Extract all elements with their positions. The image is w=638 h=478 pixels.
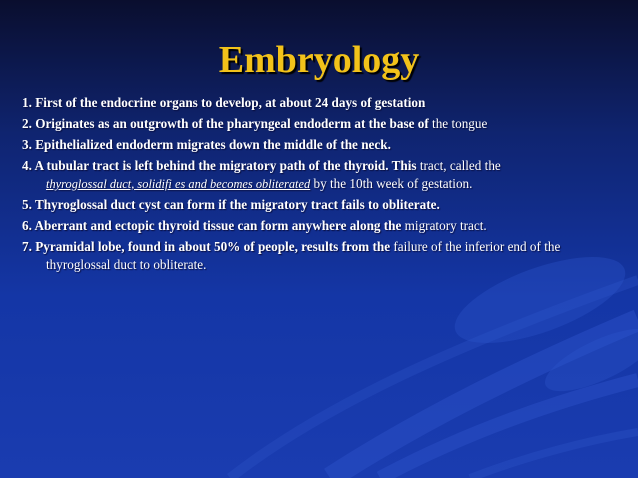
item-text-normal: the tongue (428, 116, 488, 131)
list-item (22, 196, 626, 214)
list-item (22, 157, 626, 193)
list-item (22, 238, 626, 274)
item-text-bold: 2. Originates as an outgrowth of the pharyngeal endoderm at the base of (22, 116, 429, 131)
item-text-bold: 7. Pyramidal lobe, found in about 50% of people, results from the (22, 239, 391, 254)
bullet-list (22, 94, 626, 277)
item-text-bold: 5. Thyroglossal duct cyst can form if the migratory tract fails to obliterate. (22, 197, 440, 212)
item-text-bold: 4. A tubular tract is left behind the migratory path of the thyroid. This (22, 158, 417, 173)
item-text-bold: 3. Epithelialized endoderm migrates down the middle of the neck. (22, 137, 391, 152)
list-item (22, 136, 626, 154)
list-item (22, 115, 626, 133)
item-text-italic: thyroglossal duct, solidifi es and becomes obliterated (46, 177, 311, 191)
item-text-normal: migratory tract. (401, 218, 487, 233)
item-text-bold: 6. Aberrant and ectopic thyroid tissue can form anywhere along the (22, 218, 402, 233)
list-item (22, 217, 626, 235)
slide-title: Embryology (218, 39, 420, 81)
item-text-normal: tract, called the (416, 158, 501, 173)
item-text-normal: failure of the inferior end of the thyroglossal duct to obliterate. (46, 239, 561, 272)
item-text-normal: by the 10th week of gestation. (310, 176, 473, 191)
item-text-bold: 1. First of the endocrine organs to develop, at about 24 days of gestation (22, 95, 426, 110)
list-item (22, 94, 626, 112)
